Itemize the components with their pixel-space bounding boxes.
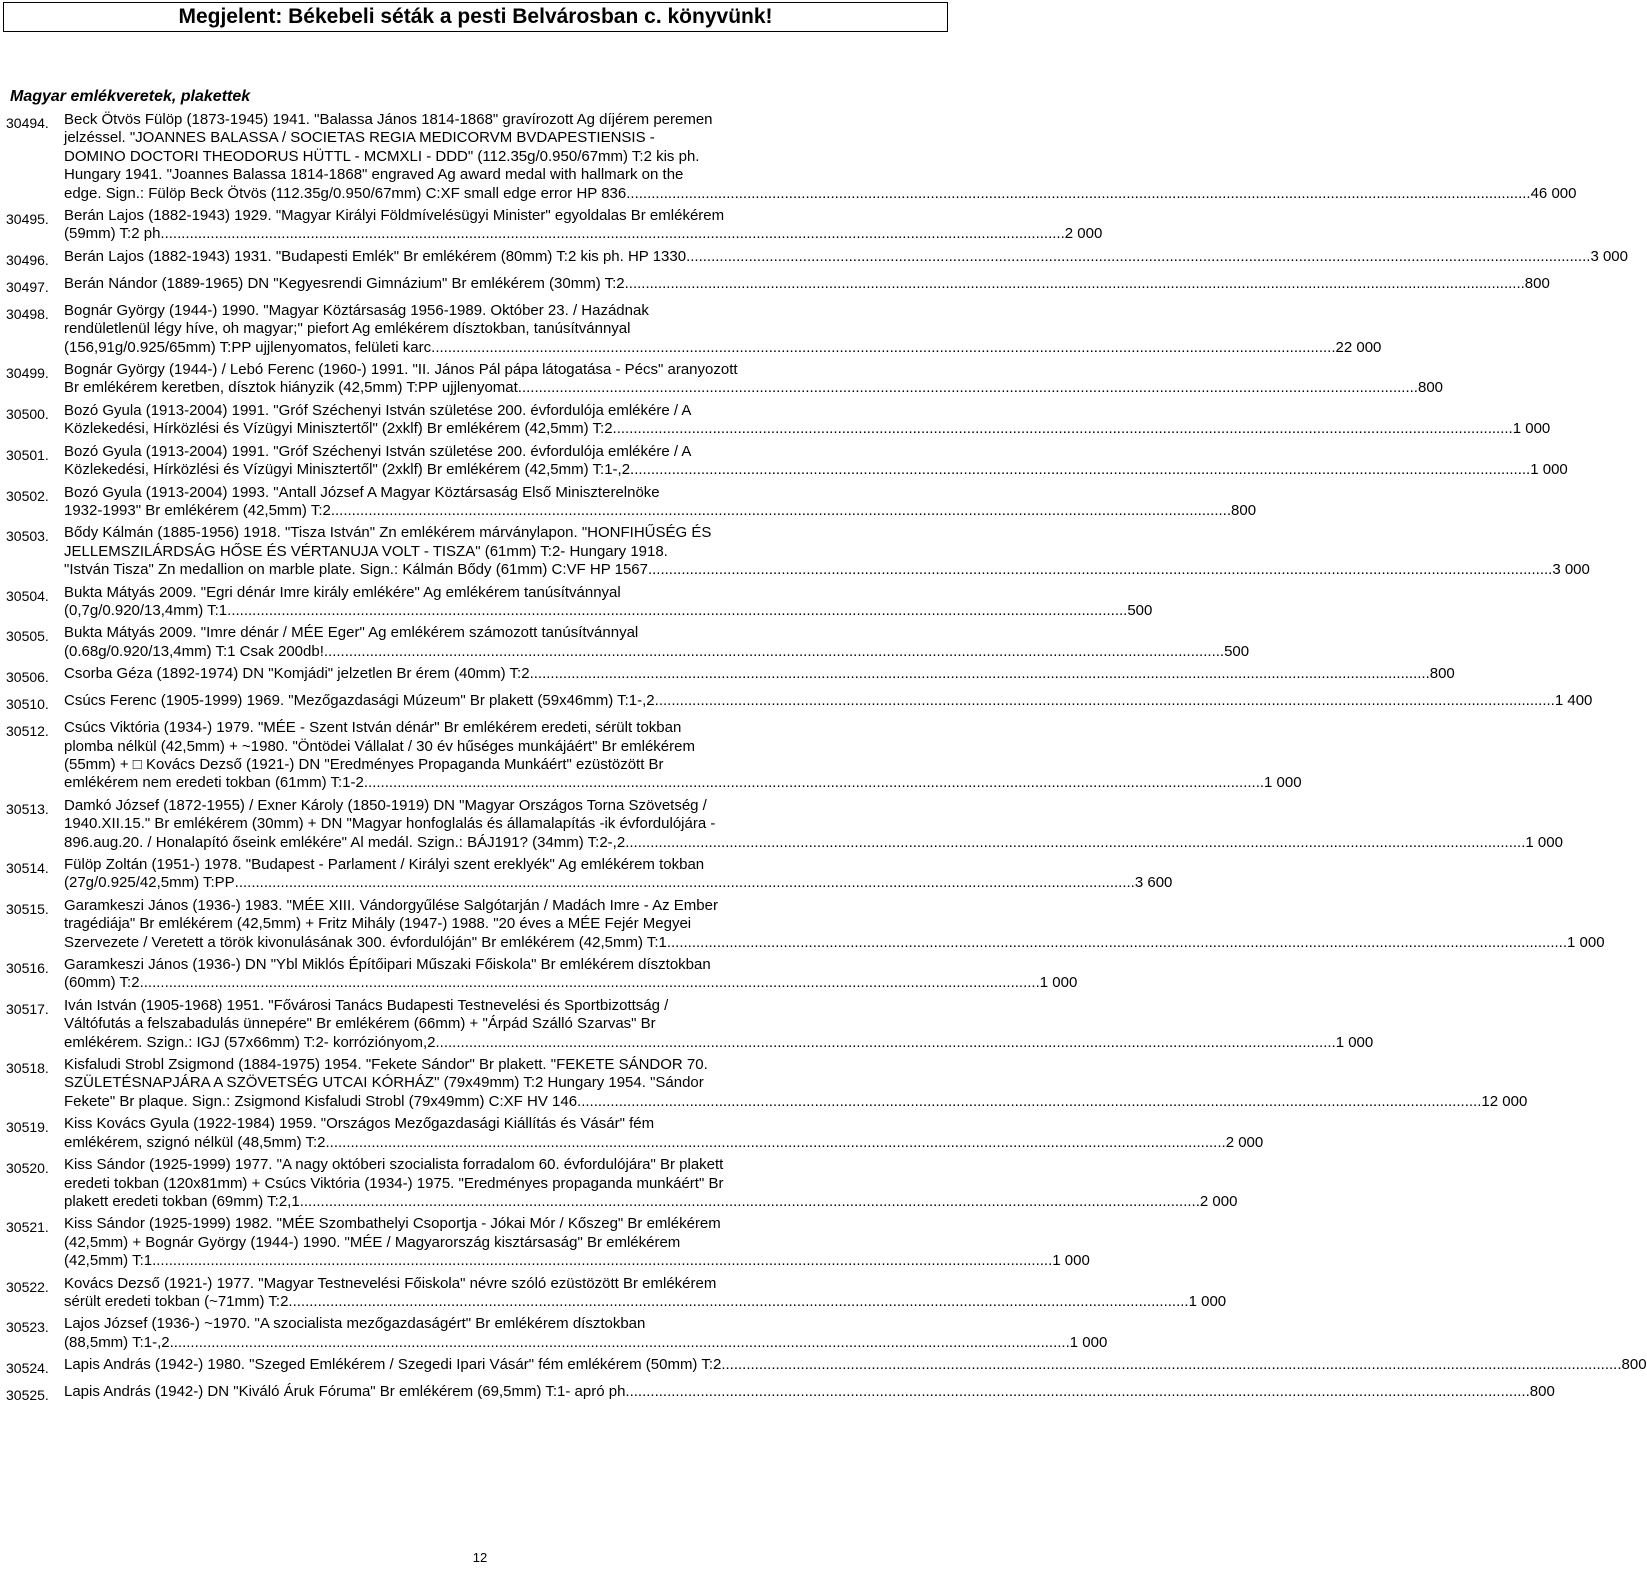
description-last-line [64,1293,1226,1311]
lot-description [64,956,1077,993]
lot-description [64,1315,1107,1352]
description-line: (0.68g/0.920/13,4mm) T:1 Csak 200db! [64,642,324,660]
description-last-line [64,225,1102,243]
description-line: Kiss Sándor (1925-1999) 1982. "MÉE Szombathelyi Csoportja - Jókai Mór / Kőszeg" Br emlékérem [64,1215,721,1233]
description-line: 1940.XII.15." Br emlékérem (30mm) + DN "Magyar honfoglalás és államalapítás -ik évfordulójára - [64,815,716,833]
description-last-line [64,502,1256,520]
lot-description [64,856,1172,893]
description-last-line [64,602,1152,620]
description-last-line [64,692,1592,710]
starting-price: 1 000 [1530,461,1568,479]
description-line: Bognár György (1944-) / Lebó Ferenc (1960-) 1991. "II. János Pál pápa látogatása - Pécs" aranyozott [64,361,738,379]
lot-number: 30499. [6,365,49,382]
description-line: Csorba Géza (1892-1974) DN "Komjádi" jelzetlen Br érem (40mm) T:2 [64,665,530,683]
dot-leader [655,692,1555,710]
description-last-line [64,275,1550,293]
lot-description [64,1056,1527,1111]
lot-description [64,1356,1647,1374]
dot-leader [721,1356,1621,1374]
dot-leader [235,874,1135,892]
starting-price: 800 [1524,274,1550,292]
description-last-line [64,248,1628,266]
lot-description [64,207,1102,244]
starting-price: 2 000 [1225,1133,1264,1151]
lot-number: 30496. [6,251,49,268]
description-line: Lapis András (1942-) 1980. "Szeged Emlékérem / Szegedi Ipari Vásár" fém emlékérem (50mm) T:2 [64,1356,722,1374]
lot-number: 30517. [6,1000,49,1017]
starting-price: 1 400 [1554,692,1593,710]
starting-price: 800 [1231,501,1257,519]
lot-number: 30510. [6,696,49,713]
description-last-line [64,665,1455,683]
description-line: Bozó Gyula (1913-2004) 1991. "Gróf Széchenyi István születése 200. évfordulója emlékére / A [64,442,692,460]
description-line: emlékérem, szignó nélkül (48,5mm) T:2 [64,1133,326,1151]
starting-price: 2 000 [1064,225,1103,243]
announcement-banner: Megjelent: Békebeli séták a pesti Belvárosban c. könyvünk! [3,2,948,32]
description-line: Kiss Kovács Gyula (1922-1984) 1959. "Országos Mezőgazdasági Kiállítás és Vásár" fém [64,1115,655,1133]
description-line: jelzéssel. "JOANNES BALASSA / SOCIETAS REGIA MEDICORVM BVDAPESTIENSIS - [64,129,655,147]
description-line: emlékérem nem eredeti tokban (61mm) T:1-2 [64,774,364,792]
description-line: Bukta Mátyás 2009. "Egri dénár Imre király emlékére" Ag emlékérem tanúsítvánnyal [64,583,621,601]
dot-leader [165,225,1065,243]
lot-entry [6,111,1577,203]
description-line: Berán Nándor (1889-1965) DN "Kegyesrendi Gimnázium" Br emlékérem (30mm) T:2 [64,274,625,292]
lot-entry [6,301,1382,357]
description-line: DOMINO DOCTORI THEODORUS HÜTTL - MCMXLI - DDD" (112.35g/0.950/67mm) T:2 kis ph. [64,147,700,165]
lot-number: 30525. [6,1387,49,1404]
lot-number: 30503. [6,528,49,545]
description-line: Szervezete / Veretett a török kivonulásának 300. évfordulóján" Br emlékérem (42,5mm) T:1 [64,933,667,951]
lot-number: 30514. [6,860,49,876]
lot-entry [6,274,1550,298]
starting-price: 1 000 [1052,1252,1090,1270]
lot-entry [6,361,1444,398]
lot-number: 30523. [6,1319,49,1336]
dot-leader [630,461,1530,479]
description-last-line [64,561,1590,579]
starting-price: 500 [1127,601,1153,619]
description-line: eredeti tokban (120x81mm) + Csúcs Viktória (1934-) 1975. "Eredményes propaganda munkáért" Br [64,1174,724,1192]
lot-number: 30501. [6,446,49,463]
lot-number: 30505. [6,628,49,645]
lot-entry [6,1274,1227,1312]
description-last-line [64,774,1302,792]
description-last-line [64,1034,1373,1052]
dot-leader [581,1093,1481,1111]
lot-list [6,111,1647,1410]
description-line: Berán Lajos (1882-1943) 1931. "Budapesti Emlék" Br emlékérem (80mm) T:2 kis ph. HP 1330. [64,247,691,265]
dot-leader [331,502,1231,520]
lot-description [64,624,1249,661]
description-line: Garamkeszi János (1936-) DN "Ybl Miklós Építőipari Műszaki Főiskola" Br emlékérem dísztokban [64,956,711,974]
lot-entry [6,1115,1264,1152]
starting-price: 800 [1417,379,1444,397]
description-line: rendületlenül légy híve, oh magyar;" piefort Ag emlékérem dísztokban, tanúsítvánnyal [64,320,631,338]
description-line: Bukta Mátyás 2009. "Imre dénár / MÉE Eger" Ag emlékérem számozott tanúsítvánnyal [64,624,639,642]
description-line: Bognár György (1944-) 1990. "Magyar Köztársaság 1956-1989. Október 23. / Hazádnak [64,301,649,319]
lot-description [64,1383,1555,1401]
description-line: Bozó Gyula (1913-2004) 1993. "Antall József A Magyar Köztársaság Első Miniszterelnöke [64,483,660,501]
lot-number: 30518. [6,1060,49,1077]
description-line: JELLEMSZILÁRDSÁG HŐSE ÉS VÉRTANUJA VOLT - TISZA" (61mm) T:2- Hungary 1918. [64,542,668,560]
dot-leader [288,1293,1188,1311]
description-line: Damkó József (1872-1955) / Exner Károly (1850-1919) DN "Magyar Országos Torna Szövetség / [64,796,707,814]
starting-price: 46 000 [1530,184,1577,202]
lot-number: 30498. [6,305,49,322]
description-last-line [64,461,1568,479]
description-line: (59mm) T:2 ph. [64,225,165,243]
description-last-line [64,1093,1527,1111]
starting-price: 1 000 [1512,420,1551,438]
description-line: Közlekedési, Hírközlési és Vízügyi Minisztertől" (2xklf) Br emlékérem (42,5mm) T:1-,2 [64,461,631,479]
lot-entry [6,207,1103,244]
starting-price: 3 000 [1590,247,1628,265]
description-line: (42,5mm) + Bognár György (1944-) 1990. "MÉE / Magyarország kisztársaság" Br emlékérem [64,1233,681,1251]
dot-leader [326,1134,1226,1152]
lot-entry [6,442,1568,480]
lot-entry [6,896,1605,952]
description-last-line [64,379,1443,397]
description-line: Csúcs Ferenc (1905-1999) 1969. "Mezőgazdasági Múzeum" Br plakett (59x46mm) T:1-,2 [64,692,655,710]
lot-entry [6,1215,1090,1270]
description-line: Hungary 1941. "Joannes Balassa 1814-1868" engraved Ag award medal with hallmark on the [64,166,684,184]
description-last-line [64,1383,1555,1401]
lot-description [64,719,1302,793]
description-line: Kovács Dezső (1921-) 1977. "Magyar Testnevelési Főiskola" névre szóló ezüstözött Br emlékérem [64,1274,717,1292]
description-line: SZÜLETÉSNAPJÁRA A SZÖVETSÉG UTCAI KÓRHÁZ" (79x49mm) T:2 Hungary 1954. "Sándor [64,1074,704,1092]
description-line: (55mm) + □ Kovács Dezső (1921-) DN "Eredményes Propaganda Munkáért" ezüstözött Br [64,755,664,773]
description-last-line [64,974,1077,992]
lot-entry [6,247,1628,271]
lot-description [64,665,1455,683]
lot-description [64,275,1550,293]
lot-description [64,692,1592,710]
lot-description [64,248,1628,266]
section-title: Magyar emlékveretek, plakettek [10,88,251,105]
description-line: (42,5mm) T:1 [64,1252,153,1270]
lot-number: 30512. [6,723,49,740]
description-line: "István Tisza" Zn medallion on marble plate. Sign.: Kálmán Bődy (61mm) C:VF HP 1567. [64,561,653,579]
starting-price: 500 [1224,642,1250,660]
lot-number: 30516. [6,960,49,977]
starting-price: 800 [1429,665,1455,683]
lot-description [64,484,1256,521]
lot-entry [6,665,1455,688]
dot-leader [625,275,1525,293]
description-line: Csúcs Viktória (1934-) 1979. "MÉE - Szent István dénár" Br emlékérem eredeti, sérült tokban [64,719,682,737]
starting-price: 22 000 [1335,338,1382,356]
starting-price: 800 [1621,1356,1647,1374]
dot-leader [364,774,1264,792]
description-last-line [64,185,1576,203]
lot-entry [6,719,1302,793]
description-line: Lajos József (1936-) ~1970. "A szocialista mezőgazdaságért" Br emlékérem dísztokban [64,1315,646,1333]
description-line: Fülöp Zoltán (1951-) 1978. "Budapest - Parlament / Királyi szent ereklyék" Ag emlékérem tokban [64,856,705,873]
description-last-line [64,643,1249,661]
lot-description [64,402,1550,439]
description-line: plakett eredeti tokban (69mm) T:2,1 [64,1192,300,1210]
starting-price: 1 000 [1188,1292,1227,1310]
description-line: sérült eredeti tokban (~71mm) T:2 [64,1292,289,1310]
page-number: 12 [472,1550,488,1565]
starting-price: 1 000 [1069,1333,1108,1351]
lot-number: 30500. [6,405,49,422]
dot-leader [630,185,1530,203]
description-line: Br emlékérem keretben, dísztok hiányzik (42,5mm) T:PP ujjlenyomat [64,379,518,397]
lot-entry [6,583,1153,621]
description-last-line [64,1356,1647,1374]
starting-price: 12 000 [1481,1092,1528,1110]
dot-leader [630,1383,1530,1401]
description-last-line [64,1193,1237,1211]
lot-number: 30506. [6,669,49,686]
lot-entry [6,1315,1108,1352]
description-line: (88,5mm) T:1-,2 [64,1333,170,1351]
description-line: Beck Ötvös Fülöp (1873-1945) 1941. "Balassa János 1814-1868" gravírozott Ag díjérem peremen [64,111,713,128]
lot-description [64,584,1152,621]
description-line: Kiss Sándor (1925-1999) 1977. "A nagy októberi szocialista forradalom 60. évfordulójára" Br plakett [64,1156,724,1174]
lot-number: 30522. [6,1278,49,1295]
description-line: (27g/0.925/42,5mm) T:PP [64,874,235,892]
dot-leader [518,379,1418,397]
lot-number: 30513. [6,800,49,817]
lot-description [64,897,1605,952]
lot-description [64,443,1568,480]
lot-description [64,1275,1226,1312]
description-line: Garamkeszi János (1936-) 1983. "MÉE XIII. Vándorgyűlése Salgótarján / Madách Imre - Az Ember [64,896,718,914]
description-line: 896.aug.20. / Honalapító őseink emlékére" Al medál. Szign.: BÁJ191? (34mm) T:2-,2 [64,833,626,851]
lot-entry [6,401,1551,439]
lot-description [64,997,1373,1052]
lot-number: 30502. [6,487,49,504]
lot-description [64,302,1381,357]
dot-leader [300,1193,1200,1211]
description-line: Lapis András (1942-) DN "Kiváló Áruk Fóruma" Br emlékérem (69,5mm) T:1- apró ph. [64,1383,630,1401]
lot-entry [6,856,1173,893]
lot-entry [6,1356,1647,1379]
starting-price: 3 000 [1552,561,1590,579]
lot-number: 30520. [6,1160,49,1177]
starting-price: 3 600 [1134,874,1173,892]
dot-leader [227,602,1127,620]
lot-entry [6,1383,1555,1406]
description-last-line [64,1134,1263,1152]
description-line: Bődy Kálmán (1885-1956) 1918. "Tisza István" Zn emlékérem márványlapon. "HONFIHŰSÉG ÉS [64,524,712,542]
dot-leader [613,420,1513,438]
lot-description [64,1156,1237,1211]
description-line: Fekete" Br plaque. Sign.: Zsigmond Kisfaludi Strobl (79x49mm) C:XF HV 146. [64,1092,582,1110]
dot-leader [170,1334,1070,1352]
starting-price: 1 000 [1567,933,1605,951]
description-last-line [64,874,1172,892]
lot-entry [6,483,1257,521]
description-line: (60mm) T:2 [64,974,140,992]
lot-description [64,361,1443,398]
lot-entry [6,1056,1528,1111]
lot-entry [6,624,1250,661]
lot-description [64,111,1576,203]
description-line: Kisfaludi Strobl Zsigmond (1884-1975) 1954. "Fekete Sándor" Br plakett. "FEKETE SÁNDOR 70. [64,1056,708,1074]
lot-number: 30504. [6,587,49,604]
description-line: Közlekedési, Hírközlési és Vízügyi Minisztertől" (2xklf) Br emlékérem (42,5mm) T:2 [64,420,613,438]
description-line: plomba nélkül (42,5mm) + ~1980. "Öntödei Vállalat / 30 év hűséges munkájáért" Br emlékérem [64,737,695,755]
lot-entry [6,524,1590,579]
lot-entry [6,796,1563,852]
lot-number: 30524. [6,1360,49,1377]
description-line: tragédiája" Br emlékérem (42,5mm) + Fritz Mihály (1947-) 1988. "20 éves a MÉE Fejér Megyei [64,915,692,933]
dot-leader [667,934,1567,952]
lot-number: 30519. [6,1119,49,1136]
description-line: edge. Sign.: Fülöp Beck Ötvös (112.35g/0.950/67mm) C:XF small edge error HP 836. [64,184,631,202]
dot-leader [530,665,1430,683]
dot-leader [690,248,1590,266]
lot-entry [6,1156,1238,1211]
lot-description [64,797,1563,852]
lot-description [64,524,1590,579]
lot-description [64,1215,1090,1270]
description-line: Iván István (1905-1968) 1951. "Fővárosi Tanács Budapesti Testnevelési és Sportbizottság / [64,996,669,1014]
lot-number: 30521. [6,1219,49,1236]
starting-price: 800 [1529,1383,1555,1401]
dot-leader [435,339,1335,357]
dot-leader [152,1252,1052,1270]
description-line: Berán Lajos (1882-1943) 1929. "Magyar Királyi Földmívelésügyi Minister" egyoldalas Br emlékérem [64,207,725,225]
dot-leader [436,1034,1336,1052]
description-line: emlékérem. Szign.: IGJ (57x66mm) T:2- korróziónyom,2 [64,1033,436,1051]
lot-entry [6,996,1374,1052]
description-last-line [64,834,1563,852]
description-last-line [64,1334,1107,1352]
starting-price: 1 000 [1264,774,1302,792]
dot-leader [140,974,1040,992]
lot-entry [6,692,1593,715]
lot-description [64,1115,1263,1152]
description-last-line [64,420,1550,438]
lot-number: 30495. [6,211,49,228]
description-last-line [64,1252,1090,1270]
lot-number: 30515. [6,900,49,917]
description-last-line [64,934,1605,952]
description-line: (156,91g/0.925/65mm) T:PP ujjlenyomatos, felületi karc. [64,338,436,356]
dot-leader [324,643,1224,661]
lot-number: 30497. [6,278,49,295]
description-line: Váltófutás a felszabadulás ünnepére" Br emlékérem (66mm) + "Árpád Szálló Szarvas" Br [64,1015,656,1033]
description-last-line [64,339,1381,357]
description-line: Bozó Gyula (1913-2004) 1991. "Gróf Széchenyi István születése 200. évfordulója emlékére / A [64,401,692,419]
starting-price: 1 000 [1039,974,1078,992]
dot-leader [652,561,1552,579]
starting-price: 1 000 [1525,833,1563,851]
dot-leader [625,834,1525,852]
lot-entry [6,956,1078,993]
starting-price: 1 000 [1335,1033,1374,1051]
lot-number: 30494. [6,115,49,131]
description-line: 1932-1993" Br emlékérem (42,5mm) T:2 [64,501,331,519]
description-line: (0,7g/0.920/13,4mm) T:1 [64,601,228,619]
starting-price: 2 000 [1199,1192,1238,1210]
